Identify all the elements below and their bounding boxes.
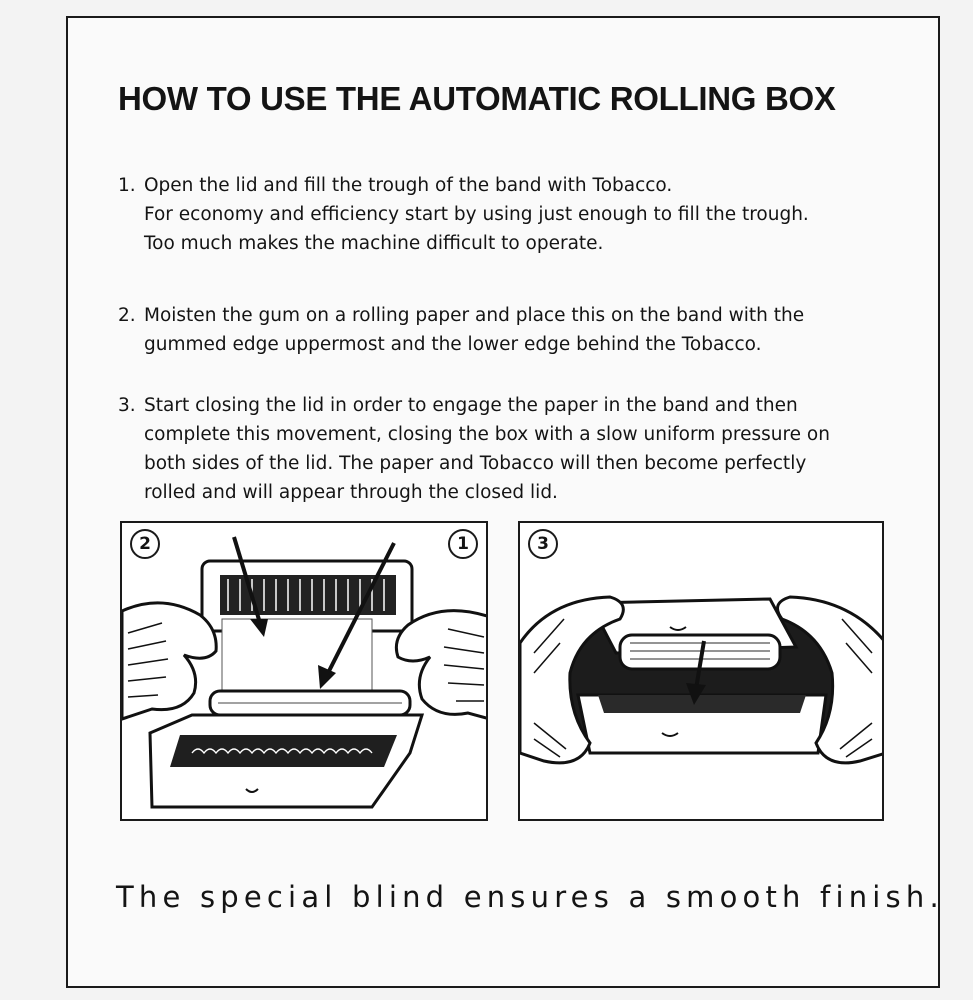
step-line: Moisten the gum on a rolling paper and place this on the band with the [144, 305, 805, 326]
step-line: gummed edge uppermost and the lower edge behind the Tobacco. [144, 334, 762, 355]
footer-tagline: The special blind ensures a smooth finish. [116, 880, 944, 914]
step-number: 1. [118, 175, 136, 196]
step-line: Too much makes the machine difficult to operate. [144, 233, 604, 254]
step-badge: 3 [528, 529, 558, 559]
step-line: Start closing the lid in order to engage the paper in the band and then [144, 395, 798, 416]
step-2 [118, 301, 888, 359]
step-1 [118, 171, 888, 258]
step-badge: 2 [130, 529, 160, 559]
step-3 [118, 391, 888, 507]
step-line: Open the lid and fill the trough of the band with Tobacco. [144, 175, 673, 196]
step-line: complete this movement, closing the box with a slow uniform pressure on [144, 424, 830, 445]
page-title: HOW TO USE THE AUTOMATIC ROLLING BOX [118, 80, 836, 117]
step-line: For economy and efficiency start by using just enough to fill the trough. [144, 204, 809, 225]
illustration-closing-box [518, 521, 884, 821]
step-badge: 1 [448, 529, 478, 559]
illustration-open-box [120, 521, 488, 821]
step-number: 3. [118, 395, 136, 416]
closing-box-drawing [520, 523, 884, 821]
open-box-drawing [122, 523, 488, 821]
step-line: both sides of the lid. The paper and Tobacco will then become perfectly [144, 453, 807, 474]
step-number: 2. [118, 305, 136, 326]
instruction-sheet [66, 16, 944, 988]
step-line: rolled and will appear through the closed lid. [144, 482, 558, 503]
